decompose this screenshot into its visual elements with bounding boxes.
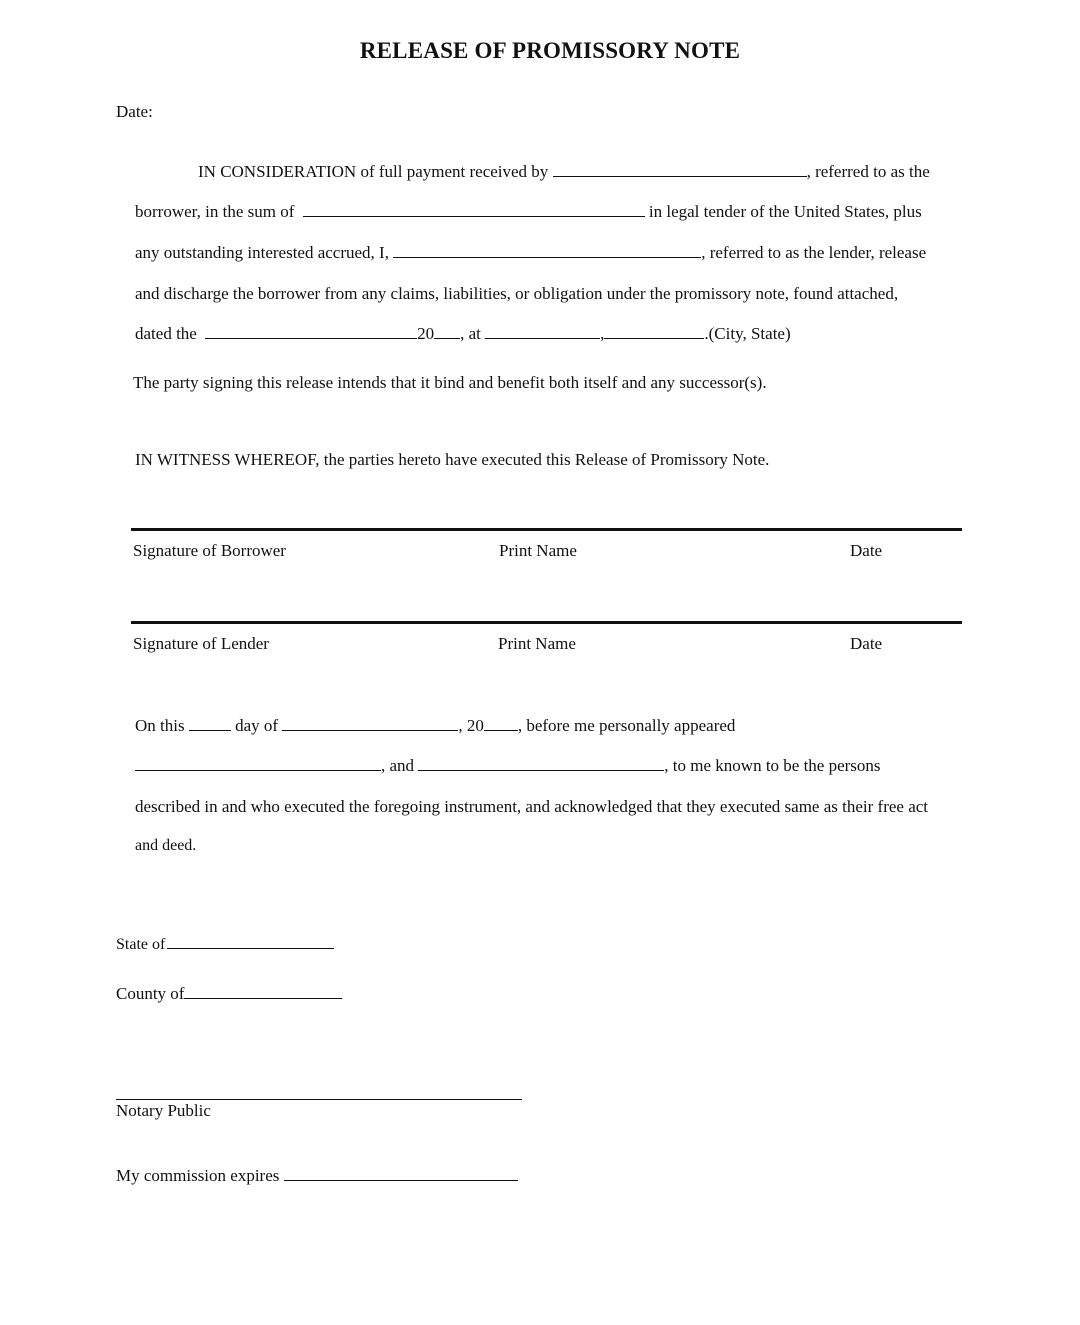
comma-text: ,: [600, 324, 605, 343]
person-two-blank[interactable]: [418, 756, 664, 771]
witness-paragraph: IN WITNESS WHEREOF, the parties hereto have executed this Release of Promissory Note.: [135, 450, 770, 469]
and-text: , and: [381, 756, 415, 775]
document-title: RELEASE OF PROMISSORY NOTE: [359, 38, 741, 63]
borrower-signature-label: Signature of Borrower: [133, 541, 286, 560]
notary-signature-line[interactable]: [116, 1099, 522, 1100]
commission-label: My commission expires: [116, 1166, 280, 1185]
month-blank[interactable]: [282, 716, 458, 731]
city-blank[interactable]: [485, 324, 600, 339]
consideration-line-2-text: borrower, in the sum of: [135, 202, 295, 221]
state-blank[interactable]: [604, 324, 704, 339]
ack-year-blank[interactable]: [484, 716, 518, 731]
consideration-line-4: and discharge the borrower from any claims, liabilities, or obligation under the promissory note, found attached,: [135, 284, 899, 303]
date-label: Date:: [116, 102, 153, 121]
consideration-line-3-text: any outstanding interested accrued, I,: [135, 243, 389, 262]
consideration-line-1-suffix: , referred to as the: [806, 162, 930, 181]
year-blank[interactable]: [434, 324, 460, 339]
appeared-text: , before me personally appeared: [517, 716, 736, 735]
borrower-date-label: Date: [850, 541, 883, 560]
lender-print-name-label: Print Name: [498, 634, 576, 653]
sum-amount-blank[interactable]: [303, 202, 645, 217]
acknowledgment-line-2: [135, 756, 881, 776]
borrower-print-name-label: Print Name: [499, 541, 577, 560]
borrower-name-blank[interactable]: [553, 162, 807, 177]
day-blank[interactable]: [189, 716, 231, 731]
acknowledgment-line-1: [135, 716, 735, 736]
lender-signature-label: Signature of Lender: [133, 634, 269, 653]
state-blank-field[interactable]: [167, 934, 334, 949]
dated-the-text: dated the: [135, 324, 197, 343]
county-of-field: [116, 984, 342, 1004]
commission-field: [116, 1166, 518, 1186]
consideration-line-1-text: IN CONSIDERATION of full payment received by: [198, 162, 549, 181]
county-blank-field[interactable]: [184, 984, 342, 999]
person-one-blank[interactable]: [135, 756, 381, 771]
notary-public-label: Notary Public: [116, 1101, 211, 1120]
state-of-label: State of: [116, 936, 166, 953]
lender-date-label: Date: [850, 634, 883, 653]
consideration-line-1: [198, 162, 930, 182]
year-prefix-text: , 20: [458, 716, 484, 735]
consideration-line-3-suffix: , referred to as the lender, release: [701, 243, 927, 262]
consideration-line-3: [135, 243, 926, 263]
successor-paragraph: The party signing this release intends that it bind and benefit both itself and any successor(s).: [133, 373, 767, 392]
consideration-line-2-suffix: in legal tender of the United States, plus: [648, 202, 922, 221]
consideration-line-2: [135, 202, 922, 222]
on-this-text: On this: [135, 716, 185, 735]
commission-date-blank[interactable]: [284, 1166, 518, 1181]
acknowledgment-line-3: described in and who executed the foregoing instrument, and acknowledged that they executed same as their free act: [135, 797, 929, 816]
day-of-text: day of: [235, 716, 279, 735]
at-text: , at: [460, 324, 481, 343]
borrower-signature-line[interactable]: [131, 528, 962, 531]
year-prefix: 20: [417, 324, 435, 343]
known-persons-text: , to me known to be the persons: [664, 756, 881, 775]
note-date-blank[interactable]: [205, 324, 417, 339]
county-of-label: County of: [116, 984, 185, 1003]
lender-name-blank[interactable]: [393, 243, 701, 258]
lender-signature-line[interactable]: [131, 621, 962, 624]
consideration-line-5: [135, 324, 791, 344]
city-state-text: .(City, State): [704, 324, 791, 343]
acknowledgment-line-4: and deed.: [135, 837, 197, 854]
state-of-field: [116, 934, 334, 954]
